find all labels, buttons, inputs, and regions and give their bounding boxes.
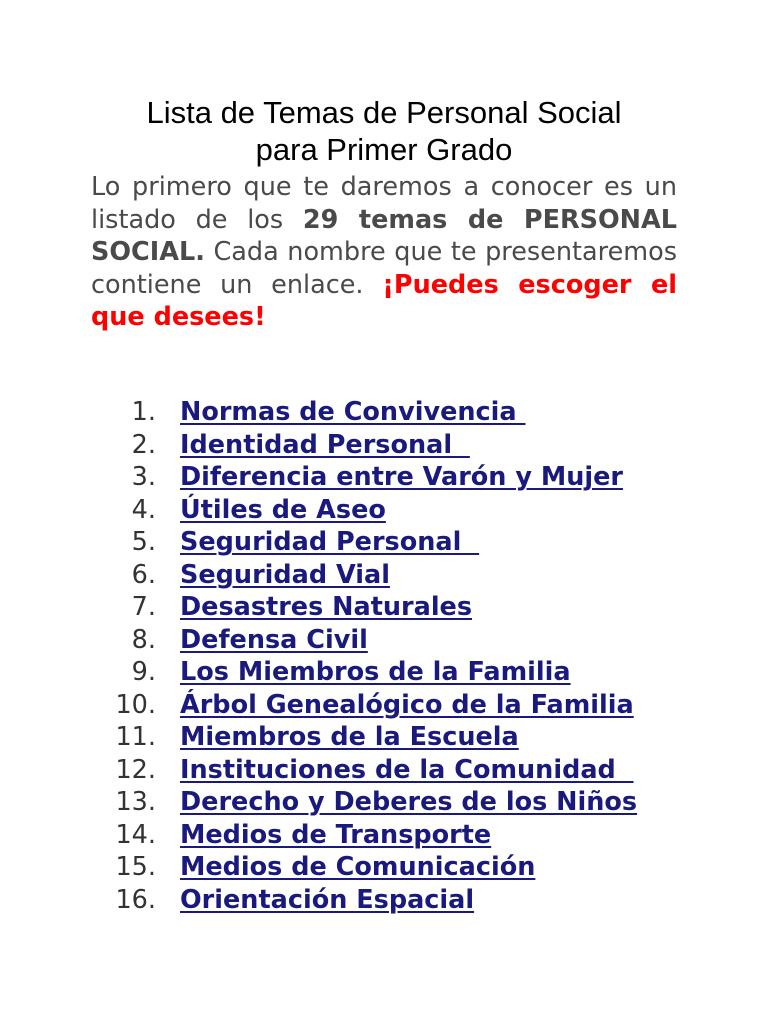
topic-item [0, 559, 768, 592]
topic-item [0, 884, 768, 917]
topic-number: 9. [131, 657, 156, 687]
topic-link[interactable]: Medios de Comunicación [180, 852, 536, 882]
topic-number: 16. [115, 884, 156, 915]
topic-link[interactable]: Seguridad Vial [180, 559, 390, 590]
intro-text-1: Lo primero que te daremos a conocer es un listado de los [91, 172, 677, 235]
topic-number: 14. [115, 819, 156, 850]
topic-item [0, 624, 768, 657]
topic-item [0, 851, 768, 884]
topic-link[interactable]: Identidad Personal [180, 429, 470, 460]
topic-item [0, 786, 768, 819]
topic-link[interactable]: Defensa Civil [180, 624, 368, 655]
topic-item [0, 429, 768, 462]
topic-item [0, 754, 768, 787]
topic-item [0, 494, 768, 527]
intro-paragraph [91, 171, 677, 334]
topic-item [0, 656, 768, 689]
topic-link[interactable]: Útiles de Aseo [180, 494, 386, 525]
topic-item [0, 721, 768, 754]
topic-number: 10. [115, 689, 156, 720]
topic-link[interactable]: Desastres Naturales [180, 592, 473, 622]
topic-link[interactable]: Normas de Convivencia [180, 397, 526, 427]
title-line-2: para Primer Grado [255, 132, 513, 167]
topic-number: 13. [115, 787, 156, 817]
topic-link[interactable]: Miembros de la Escuela [180, 722, 519, 752]
topic-number: 8. [131, 624, 156, 655]
topic-link[interactable]: Instituciones de la Comunidad [180, 754, 634, 785]
intro-text-2: Cada nombre que te presentaremos contiene un enlace. [91, 237, 677, 300]
topic-number: 7. [131, 592, 156, 622]
topic-number: 2. [131, 429, 156, 460]
topic-number: 6. [131, 559, 156, 590]
topic-item [0, 526, 768, 559]
topic-item [0, 591, 768, 624]
topic-number: 15. [115, 852, 156, 882]
topic-link[interactable]: Diferencia entre Varón y Mujer [180, 462, 623, 492]
topic-link[interactable]: Medios de Transporte [180, 819, 492, 850]
topic-item [0, 819, 768, 852]
topic-number: 12. [115, 754, 156, 785]
topic-number: 5. [131, 527, 156, 557]
title-line-1: Lista de Temas de Personal Social [146, 95, 622, 130]
topic-number: 11. [115, 722, 156, 752]
topic-link[interactable]: Seguridad Personal [180, 527, 480, 557]
topic-link[interactable]: Derecho y Deberes de los Niños [180, 787, 638, 817]
topic-link[interactable]: Orientación Espacial [180, 884, 475, 915]
topic-item [0, 396, 768, 429]
topic-item [0, 461, 768, 494]
page-title [90, 94, 678, 168]
intro-bold-text: 29 temas de PERSONAL SOCIAL. [91, 204, 677, 267]
topic-number: 4. [131, 494, 156, 525]
topic-item [0, 689, 768, 722]
topic-link[interactable]: Los Miembros de la Familia [180, 657, 571, 687]
topic-number: 1. [131, 397, 156, 427]
topic-number: 3. [131, 462, 156, 492]
intro-highlight-text: ¡Puedes escoger el que desees! [91, 269, 678, 332]
topic-link[interactable]: Árbol Genealógico de la Familia [180, 689, 634, 720]
topic-list [0, 396, 768, 916]
